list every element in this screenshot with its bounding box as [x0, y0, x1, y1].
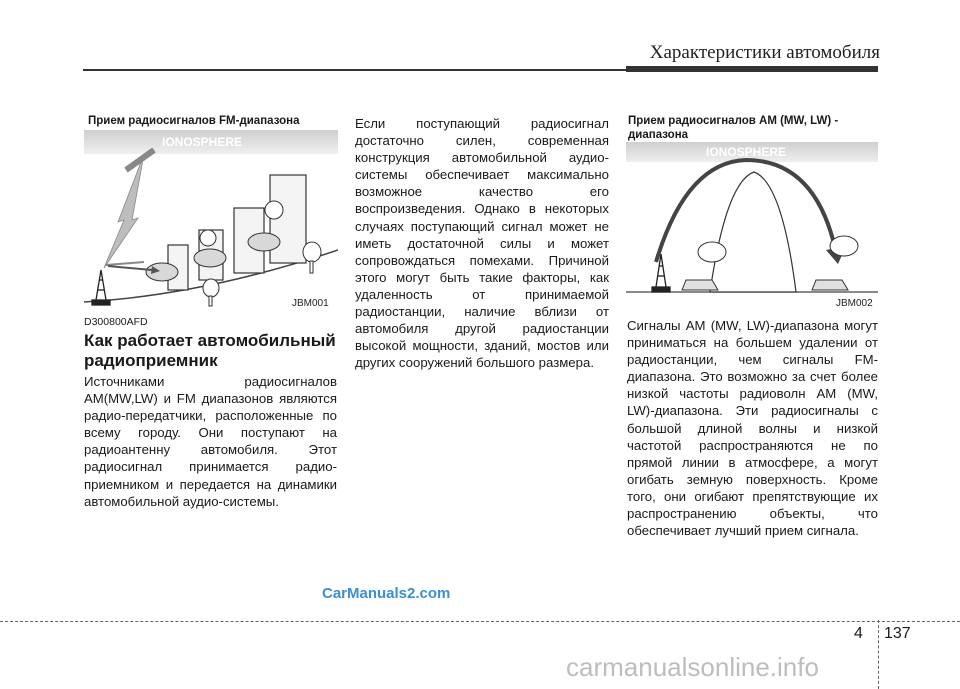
ionosphere-label: IONOSPHERE [706, 145, 787, 159]
paragraph-am-range [627, 317, 878, 539]
paragraph-text: Если поступающий радиосигнал достаточно силен, современная конструкция автомобильной аудио-системы обеспечивает максимально возможное качество его воспроизведения. Однако в некоторых случаях поступающий сигнал может не иметь достаточной силы и может сопровождаться помехами. Причиной этого могут быть такие факторы, как удаленность от принимаемой радиостанции, наличие вблизи от автомобиля другой радиостанции высокой мощности, зданий, мостов или других сооружений большого размера. [355, 116, 609, 371]
paragraph-sources [84, 373, 337, 510]
buildings-icon [168, 175, 306, 290]
radio-tower-icon [92, 270, 110, 305]
paragraph-signal-quality [355, 115, 609, 371]
section-code: D300800AFD [84, 316, 148, 328]
section-heading: Как работает автомобильный радиоприемник [84, 331, 336, 370]
paragraph-text: Сигналы AM (MW, LW)-диапазона могут приниматься на большем удалении от радиостанции, чем сигналы FM-диапазона. Это возможно за счет более низкой частоты радиоволн AM (MW, LW)-диапазона. Эти радиосигналы с большой длиной волны и низкой частотой распространяются не по прямой линии в атмосфере, а могут огибать земную поверхность. Кроме того, они огибают препятствующие их распространению объекты, что обеспечивает лучший прием сигнала. [627, 318, 878, 539]
paragraph-text: Источниками радиосигналов AM(MW,LW) и FM диапазонов являются радио-передатчики, расположенные по всему городу. Они поступают на радиоантенну автомобиля. Этот радиосигнал принимается радио-приемником и передается на динамики автомобильной аудио-системы. [84, 374, 337, 509]
chapter-number: 4 [854, 625, 863, 642]
ionosphere-label: IONOSPHERE [162, 135, 243, 149]
watermark-link[interactable]: CarManuals2.com [322, 585, 451, 602]
figure-am-caption: Прием радиосигналов AM (MW, LW) - диапазона [628, 115, 839, 141]
page-number: 137 [884, 625, 911, 642]
header-rule-tab [626, 66, 878, 72]
footer-page-separator [878, 620, 879, 689]
figure-fm-code: JBM001 [292, 298, 329, 309]
footer-rule [0, 621, 960, 622]
figure-am-code: JBM002 [836, 298, 873, 309]
figure-fm-caption: Прием радиосигналов FM-диапазона [88, 115, 300, 127]
figure-am-illustration [626, 142, 878, 310]
figure-fm-illustration [84, 130, 338, 312]
site-watermark: carmanualsonline.info [566, 652, 819, 682]
running-header-title: Характеристики автомобиля [649, 42, 880, 63]
